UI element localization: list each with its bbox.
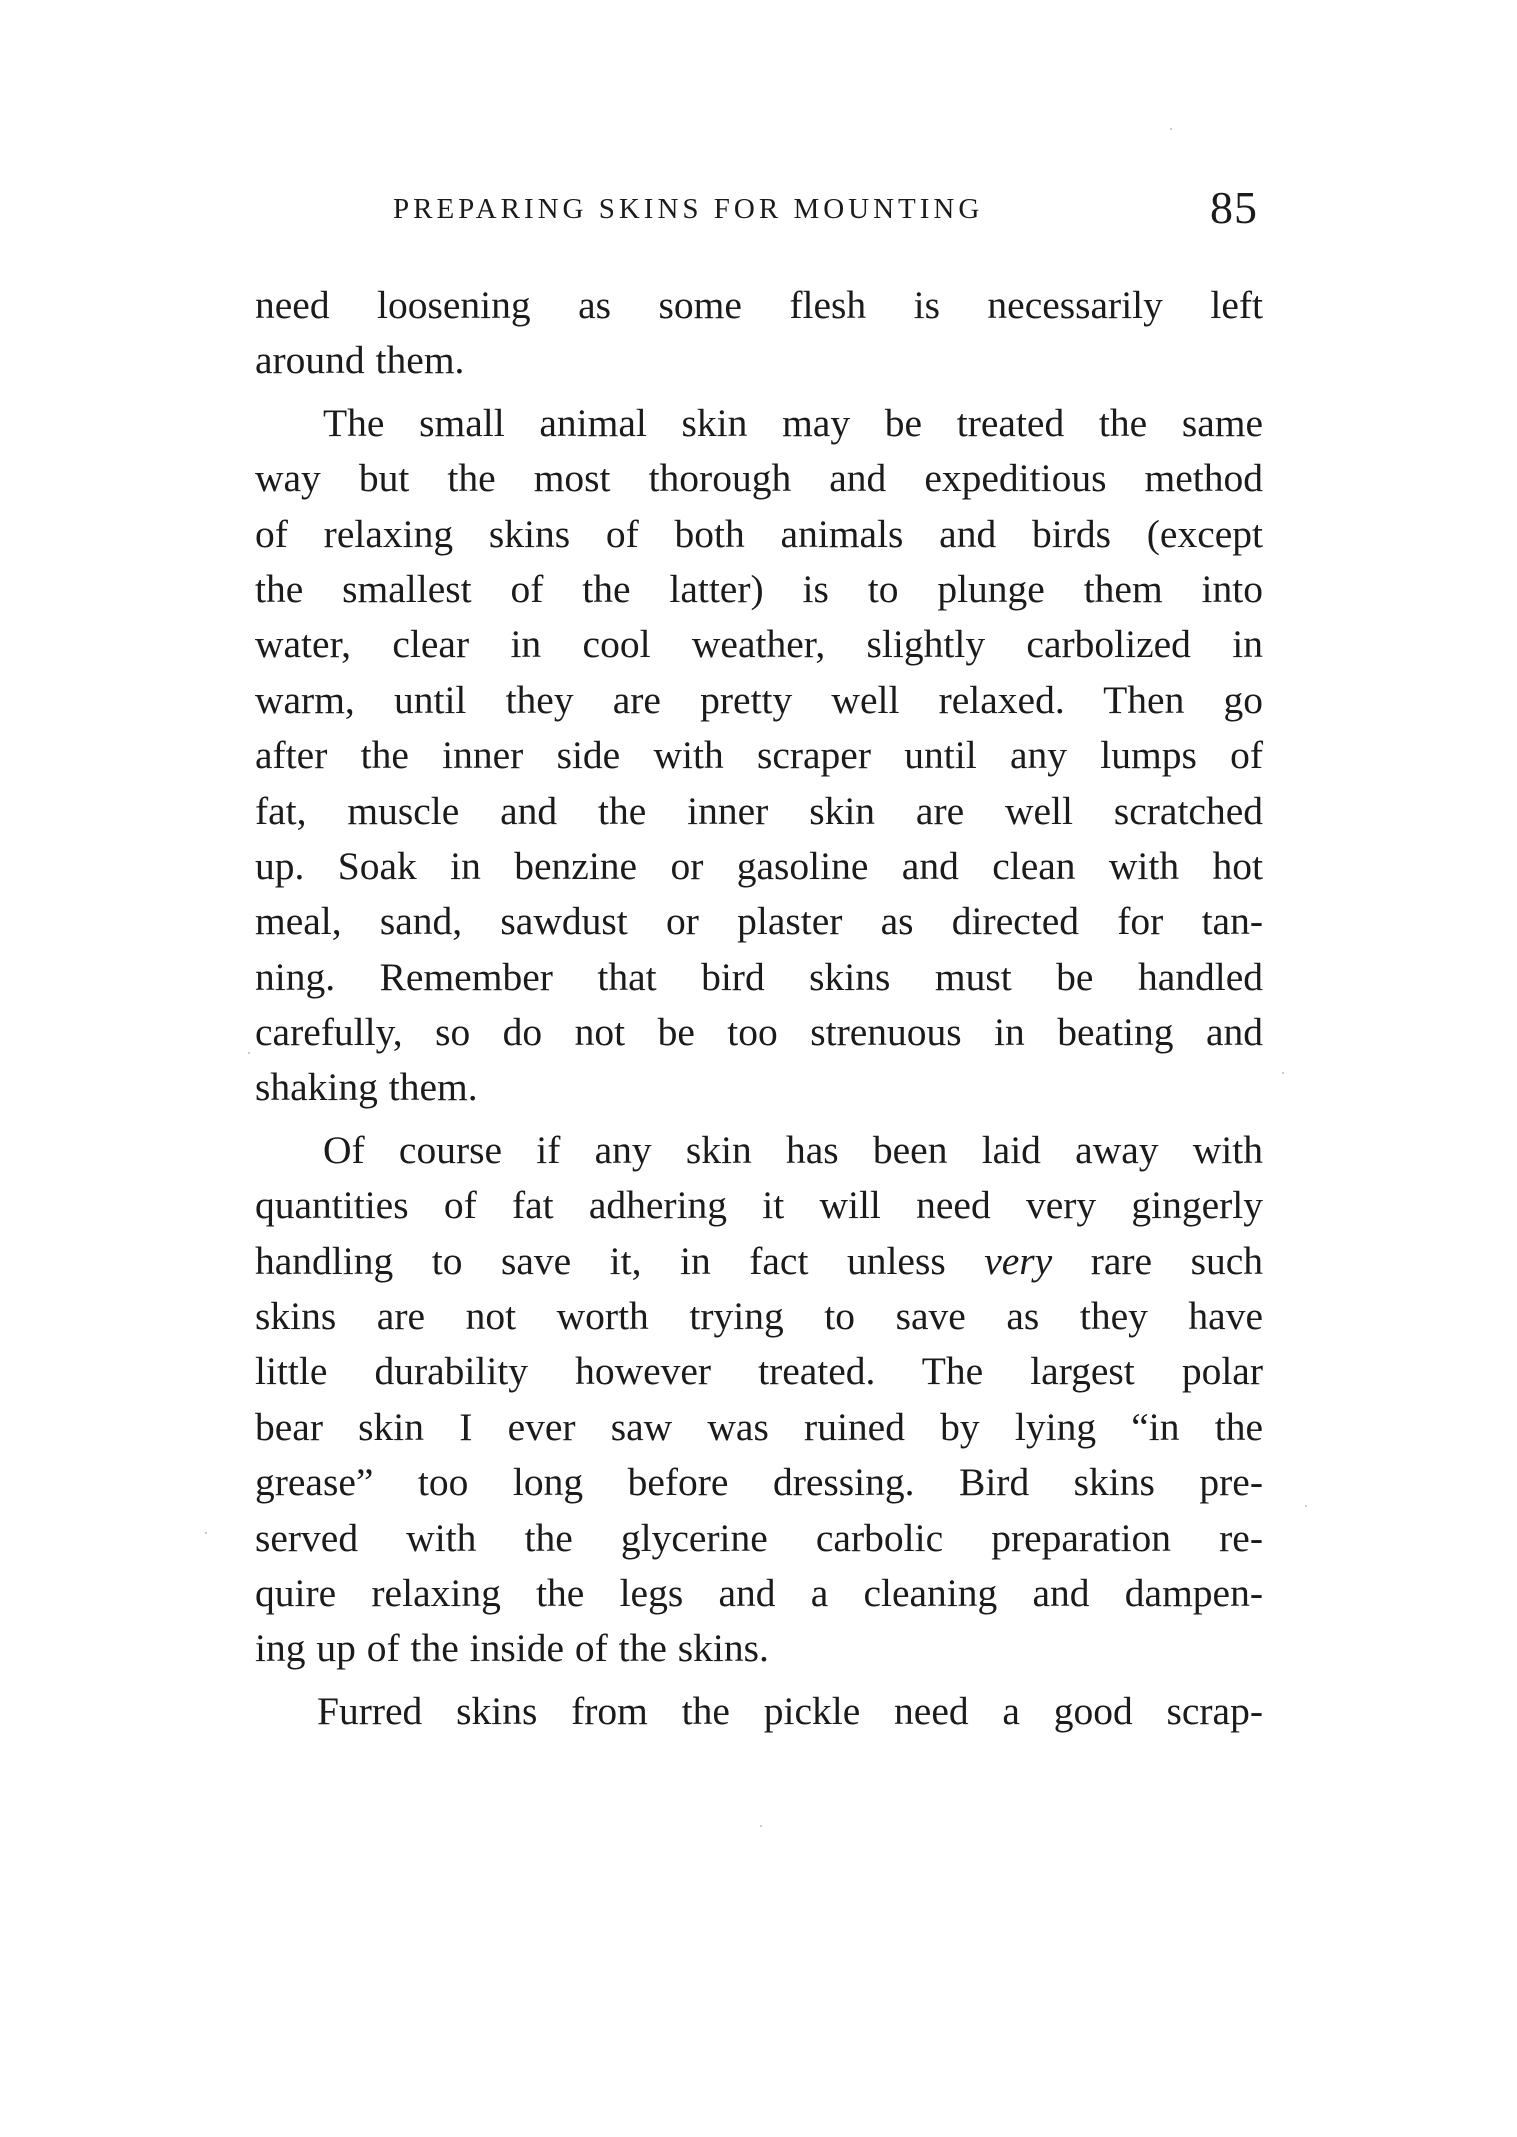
text-line: grease” too long before dressing. Bird skins pre-: [255, 1460, 1263, 1505]
scan-speck: [1170, 128, 1172, 130]
paragraph-gap: [255, 1116, 1263, 1123]
scan-speck: [205, 1532, 207, 1534]
text-line: The small animal skin may be treated the same: [323, 400, 1263, 445]
scan-speck: [1282, 1072, 1284, 1074]
text-line: carefully, so do not be too strenuous in beating and: [255, 1010, 1263, 1055]
page-number: 85: [1210, 182, 1258, 233]
text-line: up. Soak in benzine or gasoline and clean with hot: [255, 843, 1263, 888]
paragraph-gap: [255, 389, 1263, 396]
body-text: [255, 278, 1263, 1739]
text-line: ing up of the inside of the skins.: [255, 1626, 769, 1671]
text-line: little durability however treated. The largest polar: [255, 1349, 1263, 1394]
text-line: served with the glycerine carbolic preparation re-: [255, 1515, 1263, 1560]
paragraph-gap: [255, 1677, 1263, 1684]
paragraph-4: [255, 1684, 1263, 1739]
text-line: shaking them.: [255, 1065, 478, 1110]
text-line: around them.: [255, 338, 465, 383]
text-line: quire relaxing the legs and a cleaning and dampen-: [255, 1570, 1263, 1615]
text-line-with-emphasis: [255, 1234, 1263, 1289]
scan-speck: [760, 1825, 762, 1827]
text-run: handling to save it, in fact unless: [255, 1238, 946, 1283]
text-line: ning. Remember that bird skins must be handled: [255, 954, 1263, 999]
emphasis-word: very: [984, 1238, 1053, 1283]
text-line: need loosening as some flesh is necessarily left: [255, 283, 1263, 327]
text-line: warm, until they are pretty well relaxed. Then go: [255, 677, 1263, 722]
text-line: fat, muscle and the inner skin are well scratched: [255, 788, 1263, 833]
text-line: of relaxing skins of both animals and birds (except: [255, 511, 1263, 556]
text-line: bear skin I ever saw was ruined by lying “in the: [255, 1404, 1263, 1449]
scan-speck: [248, 1052, 250, 1054]
text-line: Furred skins from the pickle need a good scrap-: [317, 1688, 1263, 1733]
running-title: PREPARING SKINS FOR MOUNTING: [393, 193, 984, 225]
text-line: Of course if any skin has been laid away with: [323, 1127, 1263, 1172]
running-head: [255, 182, 1258, 245]
text-line: the smallest of the latter) is to plunge them into: [255, 566, 1263, 611]
paragraph-3: [255, 1123, 1263, 1677]
text-line: way but the most thorough and expeditious method: [255, 456, 1263, 501]
scan-speck: [1305, 1505, 1307, 1507]
paragraph-2: [255, 396, 1263, 1116]
text-line: after the inner side with scraper until any lumps of: [255, 733, 1263, 778]
text-line: skins are not worth trying to save as they have: [255, 1294, 1263, 1339]
text-run: rare such: [1090, 1238, 1264, 1283]
text-line: meal, sand, sawdust or plaster as directed for tan-: [255, 899, 1263, 944]
paragraph-1: [255, 278, 1263, 389]
text-line: water, clear in cool weather, slightly carbolized in: [255, 622, 1263, 667]
text-line: quantities of fat adhering it will need very gingerly: [255, 1183, 1263, 1228]
